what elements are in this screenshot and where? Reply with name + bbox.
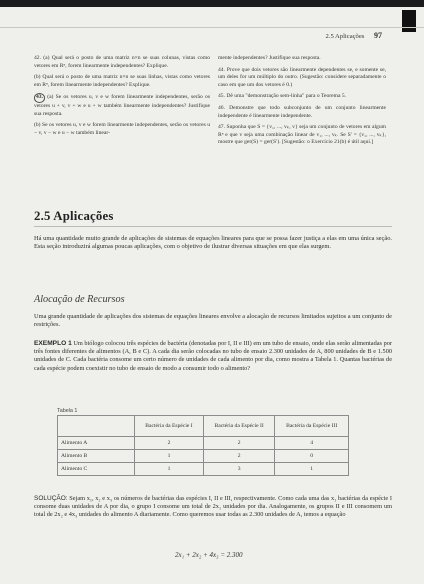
table-cell: 2 [203, 450, 274, 463]
table-row [58, 463, 349, 476]
subsection-text: Uma grande quantidade de aplicações dos sistemas de equações lineares envolve a alocação de recursos limitados sujeitos a um conjunto de restrições. [34, 313, 392, 329]
exercise-44: 44. Prove que dois vetores são linearmente dependentes se, e somente se, um deles for um múltiplo do outro. (Sugestão: considere separadamente o caso em que um dos vetores é 0.) [218, 66, 386, 88]
table-cell: 2 [135, 437, 204, 450]
solution [34, 495, 392, 520]
table-row [58, 437, 349, 450]
exercise-43b: (b) Se os vetores u, v e w forem linearmente independentes, serão os vetores u − v, v − w e u − w também linear- [34, 122, 210, 136]
header-section: 2.5 Aplicações [325, 33, 365, 40]
running-header [326, 31, 382, 40]
solution-label: SOLUÇÃO: [34, 495, 68, 502]
table-cell: 0 [275, 450, 349, 463]
section-divider [34, 226, 392, 227]
table-header-row [58, 416, 349, 437]
table-label: Tabela 1 [57, 408, 78, 414]
table-cell: 1 [135, 450, 204, 463]
exercise-42a: 42. (a) Qual será o posto de uma matriz n×n se suas colunas, vistas como vetores em Rⁿ, forem linearmente independentes? Explique. [34, 55, 210, 69]
example-label: EXEMPLO 1 [34, 340, 72, 347]
row-label: Alimento C [58, 463, 135, 476]
section-intro: Há uma quantidade muito grande de aplicações de sistemas de equações lineares para que se possa fazer justiça a elas em uma única seção. Esta seção introduzirá algumas poucas aplicações, com o objetivo de ilustrar diversas situações em que elas surgem. [34, 235, 392, 251]
example-1 [34, 340, 392, 373]
table-header-cell: Bactéria da Espécie III [275, 416, 349, 437]
row-label: Alimento A [58, 437, 135, 450]
exercises-right-column [218, 55, 386, 151]
table-header-cell: Bactéria da Espécie II [203, 416, 274, 437]
consumption-table [57, 415, 349, 476]
exercise-47: 47. Suponha que S = {v₁, ..., vₖ, v} seja um conjunto de vetores em algum Rⁿ e que v seja uma combinação linear de v₁, ..., vₖ. Se S′ = {v₁, ..., vₖ}, mostre que ger(S) = ger(S′). [Sugestão: o Exercício 21(b) é útil aqui.] [218, 124, 386, 146]
table-header-cell [58, 416, 135, 437]
equation: 2x₁ + 2x₂ + 4x₃ = 2.300 [175, 551, 243, 559]
row-label: Alimento B [58, 450, 135, 463]
exercise-43b-cont: mente independentes? Justifique sua resposta. [218, 55, 321, 61]
table-cell: 1 [275, 463, 349, 476]
exercise-43a-text: (a) Se os vetores u, v e w forem linearmente independentes, serão os vetores u + v, v + w e u + w também linearmente independentes? Justifique sua resposta. [34, 94, 210, 117]
subsection-title: Alocação de Recursos [34, 294, 125, 305]
table-cell: 2 [203, 437, 274, 450]
page-number: 97 [374, 31, 382, 40]
scan-shadow [0, 7, 424, 28]
example-text: Um biólogo colocou três espécies de bactéria (denotadas por I, II e III) em um tubo de ensaio, onde elas serão alimentadas por três fontes diferentes de alimentos (A, B e C). A cada dia serão colocadas no tubo de ensaio 2.300 unidades de A, 800 unidades de B e 1.500 unidades de C. Cada bactéria consome um certo número de unidades de cada alimento por dia, como mostra a Tabela 1. Quantas bactérias de cada espécie podem coexistir no tubo de ensaio de modo a consumir todo o alimento? [34, 340, 392, 372]
solution-text: Sejam x₁, x₂ e x₃ os números de bactérias das espécies I, II e III, respectivamente. Como cada uma das x₁ bactérias da espécie I consome duas unidades de A por dia, o grupo I consome um total de 2x₁ unidades por dia. Analogamente, os grupos II e III consomem um total de 2x₂ e 4x₃ unidades do alimento A diariamente. Como queremos usar todas as 2.300 unidades de A, temos a equação [34, 495, 393, 519]
table-row [58, 450, 349, 463]
exercise-46: 46. Demonstre que todo subconjunto de um conjunto linearmente independente é linearmente independente. [218, 104, 386, 119]
exercises-left-column [34, 55, 210, 141]
exercise-45: 45. Dê uma "demonstração sem-linha" para o Teorema 5. [218, 93, 347, 100]
table-cell: 3 [203, 463, 274, 476]
table-header-cell: Bactéria da Espécie I [135, 416, 204, 437]
section-title: 2.5 Aplicações [34, 209, 114, 223]
table-cell: 4 [275, 437, 349, 450]
exercise-42b: (b) Qual será o posto de uma matriz n×n se suas linhas, vistas como vetores em Rⁿ, forem linearmente independentes? Explique. [34, 74, 210, 88]
top-edge-bar [0, 0, 424, 7]
exercise-43a [34, 93, 210, 118]
circled-number: 43. [34, 93, 45, 103]
table-cell: 1 [135, 463, 204, 476]
